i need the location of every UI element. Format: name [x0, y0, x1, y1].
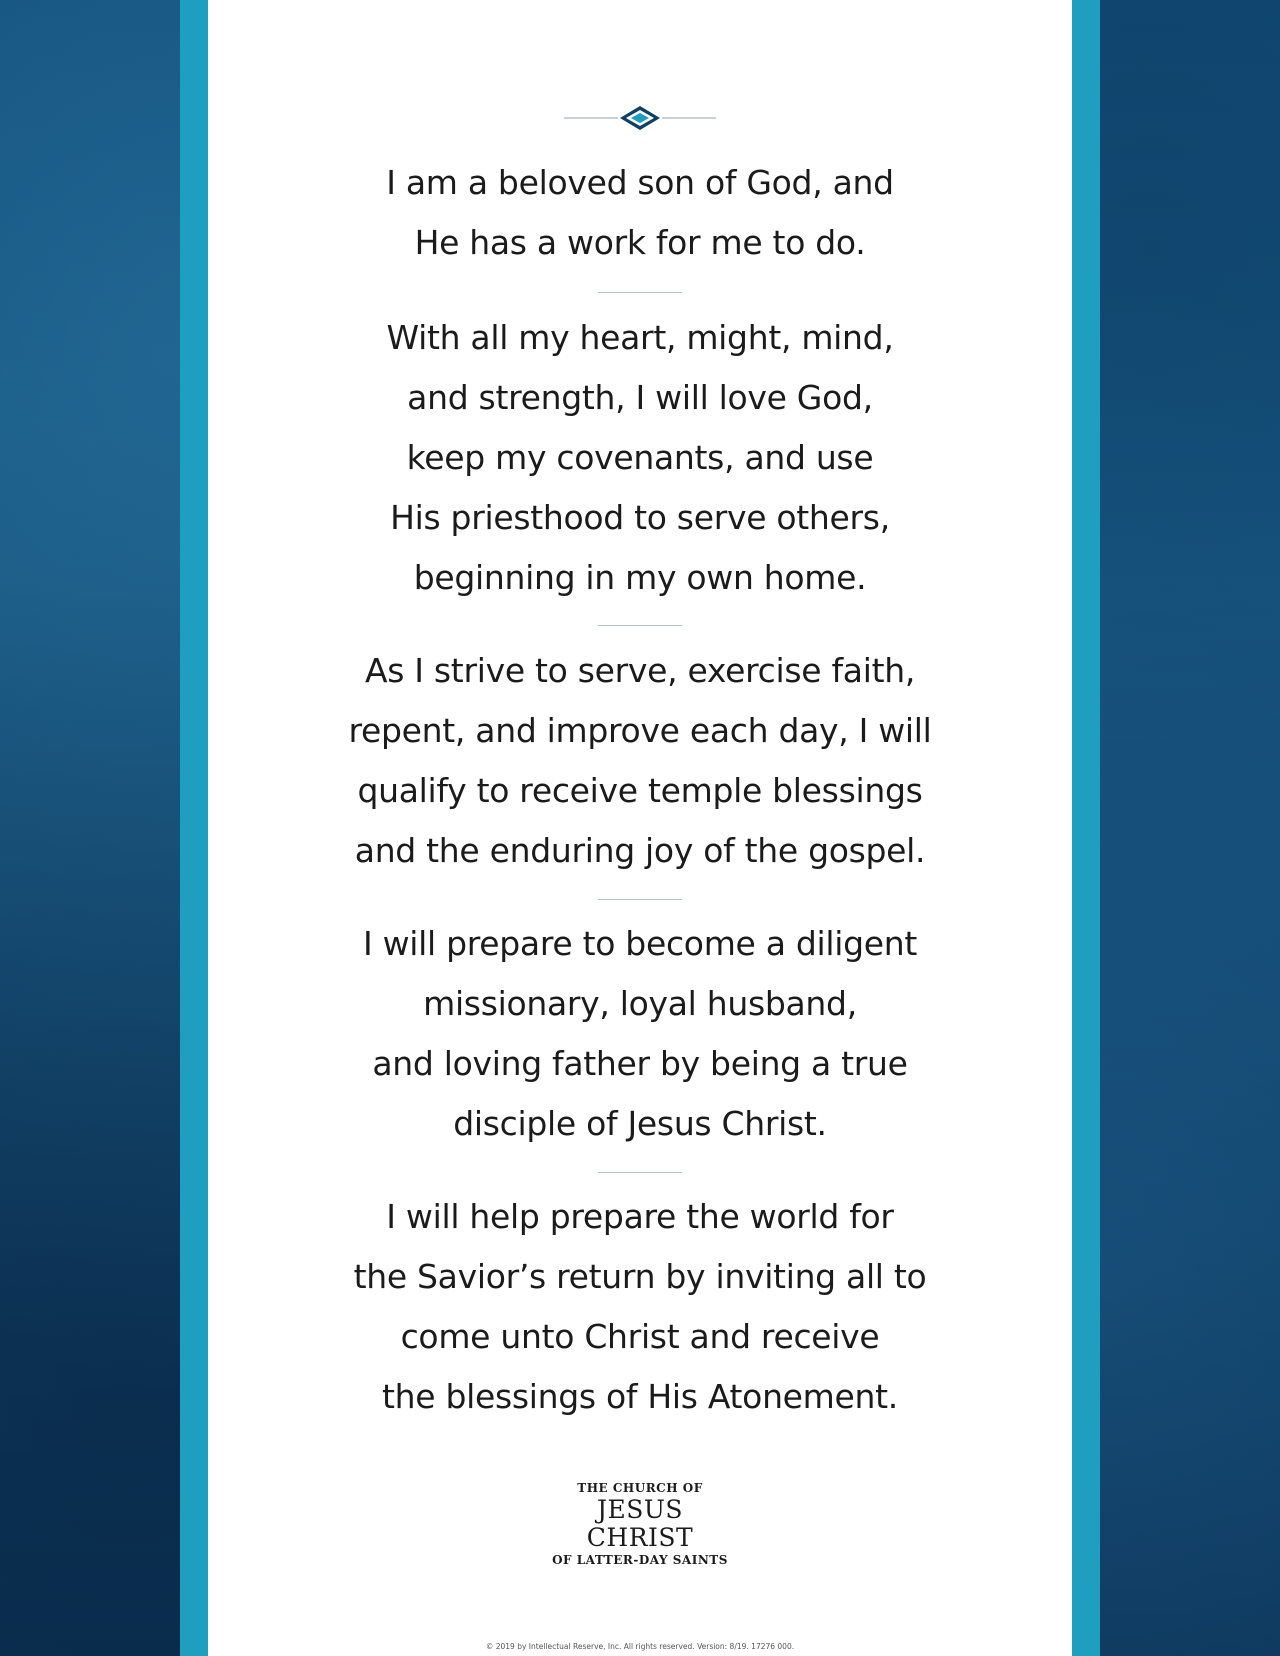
- stanza-line: missionary, loyal husband,: [423, 984, 857, 1023]
- stanza-line: keep my covenants, and use: [406, 438, 874, 477]
- stanza-line: the blessings of His Atonement.: [382, 1377, 898, 1416]
- church-logo: [540, 1480, 740, 1568]
- left-accent-stripe: [180, 0, 208, 1656]
- stanza-divider: [598, 292, 682, 293]
- logo-line-bottom: OF LATTER-DAY SAINTS: [552, 1553, 728, 1567]
- stanza-line: disciple of Jesus Christ.: [453, 1104, 827, 1143]
- stanza-divider: [598, 625, 682, 626]
- stanza-line: beginning in my own home.: [413, 558, 867, 597]
- stanza-divider: [598, 899, 682, 900]
- copyright-notice: © 2019 by Intellectual Reserve, Inc. All rights reserved. Version: 8/19. 17276 000.: [485, 1642, 795, 1651]
- stanza-1: [208, 153, 1072, 273]
- stanza-line: come unto Christ and receive: [400, 1317, 880, 1356]
- stanza-3: [208, 641, 1072, 881]
- logo-line-main: JESUS CHRIST: [586, 1495, 694, 1552]
- diamond-icon: [564, 104, 716, 132]
- stanza-line: and strength, I will love God,: [407, 378, 873, 417]
- stanza-line: qualify to receive temple blessings: [357, 771, 923, 810]
- stanza-line: I will help prepare the world for: [386, 1197, 894, 1236]
- stanza-line: and the enduring joy of the gospel.: [354, 831, 926, 870]
- logo-line-top: THE CHURCH OF: [577, 1481, 703, 1495]
- stanza-line: As I strive to serve, exercise faith,: [364, 651, 916, 690]
- stanza-line: With all my heart, might, mind,: [386, 318, 894, 357]
- stanza-line: the Savior’s return by inviting all to: [353, 1257, 927, 1296]
- stanza-5: [208, 1187, 1072, 1427]
- stanza-line: repent, and improve each day, I will: [348, 711, 932, 750]
- stanza-line: His priesthood to serve others,: [390, 498, 890, 537]
- stanza-line: I am a beloved son of God, and: [386, 163, 894, 202]
- stanza-2: [208, 308, 1072, 608]
- right-accent-stripe: [1072, 0, 1100, 1656]
- stanza-line: I will prepare to become a diligent: [362, 924, 917, 963]
- stanza-line: and loving father by being a true: [372, 1044, 908, 1083]
- stanza-line: He has a work for me to do.: [414, 223, 866, 262]
- stanza-divider: [598, 1172, 682, 1173]
- stanza-4: [208, 914, 1072, 1154]
